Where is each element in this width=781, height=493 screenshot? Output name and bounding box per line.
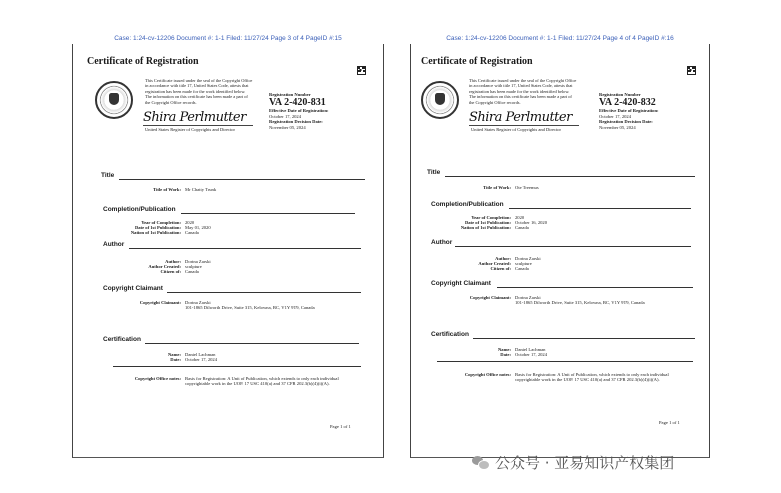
year-completion-value: 2020	[515, 215, 525, 220]
nation-label: Nation of 1st Publication:	[460, 225, 511, 230]
citizen-row	[113, 269, 199, 274]
title-of-work-value: Ote Treemus	[515, 185, 539, 190]
copyright-office-seal-icon	[421, 81, 459, 119]
section-rule	[509, 208, 691, 209]
office-notes-label: Copyright Office notes:	[134, 376, 181, 381]
section-rule	[445, 176, 695, 177]
year-completion-label: Year of Completion:	[471, 215, 511, 220]
registration-number-label: Registration Number	[599, 92, 641, 97]
section-rule	[145, 343, 359, 344]
effective-date-label: Effective Date of Registration:	[599, 108, 659, 114]
effective-date-label: Effective Date of Registration:	[269, 108, 329, 114]
registration-block	[269, 92, 369, 130]
office-notes-label: Copyright Office notes:	[464, 372, 511, 377]
page-number: Page 1 of 1	[659, 420, 680, 425]
section-claimant: Copyright Claimant	[103, 285, 163, 292]
effective-date: October 17, 2024	[599, 113, 632, 119]
title-of-work-label: Title of Work:	[153, 187, 181, 192]
registration-block	[599, 92, 699, 130]
qr-code-icon	[357, 66, 366, 75]
registration-number: VA 2-420-832	[599, 97, 656, 109]
certificate-page-1	[72, 35, 384, 458]
office-notes-value: Basis for Registration: A Unit of Publication, which extends to only each individual copyrightable work in the UOP. 17 USC 410(a) and 37 CFR 202.3(b)(4)(i)(A).	[515, 372, 669, 383]
section-author: Author	[431, 239, 453, 246]
name-value: Daniel Lachman	[515, 347, 546, 352]
wechat-icon	[472, 456, 489, 470]
author-label: Author:	[495, 256, 511, 261]
register-title: United States Register of Copyrights and Director	[471, 127, 561, 132]
certificate-intro: This Certificate issued under the seal of the Copyright Office in accordance with title 17, United States Code, attests that registration has been made for the work identified below. The information on this certificate has been made a part of the Copyright Office records.	[145, 78, 253, 105]
date-label: Date:	[170, 357, 181, 362]
signature-line	[143, 125, 253, 126]
year-completion-value: 2020	[185, 220, 195, 225]
citizen-value: Canada	[185, 269, 199, 274]
nation-row	[437, 225, 529, 230]
name-value: Daniel Lachman	[185, 352, 216, 357]
section-rule	[119, 179, 365, 180]
date-value: October 17, 2024	[185, 357, 218, 362]
year-completion-label: Year of Completion:	[141, 220, 181, 225]
author-created-value: sculpture	[515, 261, 532, 266]
section-rule	[113, 366, 361, 367]
section-completion: Completion/Publication	[103, 206, 176, 213]
section-rule	[455, 246, 691, 247]
section-claimant: Copyright Claimant	[431, 280, 491, 287]
decision-date: November 05, 2024	[599, 124, 636, 130]
register-signature: Shira Perlmutter	[469, 110, 572, 125]
date-label: Date:	[500, 352, 511, 357]
claimant-value: Dorina Zarski	[185, 300, 211, 305]
claimant-label: Copyright Claimant:	[469, 295, 511, 300]
office-notes-row	[437, 372, 701, 383]
section-title: Title	[427, 169, 441, 176]
registration-number: VA 2-420-831	[269, 97, 326, 109]
author-value: Dorina Zarski	[515, 256, 541, 261]
copyright-office-seal-icon	[95, 81, 133, 119]
title-of-work-row	[113, 187, 216, 192]
claimant-address: 101-1865 Dilworth Drive, Suite 315, Kelowna, BC, V1Y 9T9, Canada	[185, 305, 315, 310]
decision-date-label: Registration Decision Date:	[599, 119, 653, 125]
nation-value: Canada	[185, 230, 199, 235]
section-certification: Certification	[431, 331, 469, 338]
author-value: Dorina Zarski	[185, 259, 211, 264]
certificate-page-2	[410, 35, 710, 458]
wechat-account-footer	[472, 452, 674, 473]
registration-number-label: Registration Number	[269, 92, 311, 97]
signature-line	[469, 125, 579, 126]
section-rule	[437, 361, 693, 362]
claimant-value: Dorina Zarski	[515, 295, 541, 300]
nation-label: Nation of 1st Publication:	[130, 230, 181, 235]
author-created-label: Author Created:	[148, 264, 181, 269]
office-notes-value: Basis for Registration: A Unit of Publication, which extends to only each individual copyrightable work in the UOP. 17 USC 410(a) and 37 CFR 202.3(b)(4)(i)(A).	[185, 376, 339, 387]
citizen-label: Citizen of:	[160, 269, 181, 274]
page-number: Page 1 of 1	[330, 424, 351, 429]
section-title: Title	[101, 172, 115, 179]
section-rule	[167, 292, 361, 293]
office-notes-row	[113, 376, 373, 387]
section-author: Author	[103, 241, 125, 248]
section-rule	[473, 338, 695, 339]
certificate-title: Certificate of Registration	[421, 56, 533, 67]
name-label: Name:	[167, 352, 181, 357]
first-publication-value: October 16, 2020	[515, 220, 548, 225]
citizen-row	[437, 266, 529, 271]
decision-date-label: Registration Decision Date:	[269, 119, 323, 125]
first-publication-label: Date of 1st Publication:	[134, 225, 181, 230]
court-header: Case: 1:24-cv-12206 Document #: 1-1 Filed: 11/27/24 Page 3 of 4 PageID #:15	[114, 35, 342, 42]
qr-code-icon	[687, 66, 696, 75]
footer-text: 公众号 · 亚易知识产权集团	[495, 454, 675, 472]
title-of-work-label: Title of Work:	[483, 185, 511, 190]
title-of-work-row	[437, 185, 539, 190]
section-completion: Completion/Publication	[431, 201, 504, 208]
citizen-value: Canada	[515, 266, 529, 271]
date-row	[437, 352, 547, 357]
first-publication-value: May 01, 2020	[185, 225, 211, 230]
decision-date: November 05, 2024	[269, 124, 306, 130]
certificate-title: Certificate of Registration	[87, 56, 199, 67]
section-rule	[497, 287, 693, 288]
citizen-label: Citizen of:	[490, 266, 511, 271]
section-rule	[129, 248, 361, 249]
register-signature: Shira Perlmutter	[143, 110, 246, 125]
title-of-work-value: Mr Chatty Trunk	[185, 187, 217, 192]
author-created-label: Author Created:	[478, 261, 511, 266]
certificate-intro: This Certificate issued under the seal of the Copyright Office in accordance with title 17, United States Code, attests that registration has been made for the work identified below. The information on this certificate has been made a part of the Copyright Office records.	[469, 78, 577, 105]
nation-value: Canada	[515, 225, 529, 230]
nation-row	[113, 230, 199, 235]
date-row	[113, 357, 217, 362]
section-certification: Certification	[103, 336, 141, 343]
name-label: Name:	[497, 347, 511, 352]
section-rule	[181, 213, 355, 214]
author-created-value: sculpture	[185, 264, 202, 269]
claimant-address: 101-1865 Dilworth Drive, Suite 315, Kelowna, BC, V1Y 9T9, Canada	[515, 300, 645, 305]
register-title: United States Register of Copyrights and Director	[145, 127, 235, 132]
date-value: October 17, 2024	[515, 352, 548, 357]
claimant-label: Copyright Claimant:	[139, 300, 181, 305]
author-label: Author:	[165, 259, 181, 264]
court-header: Case: 1:24-cv-12206 Document #: 1-1 Filed: 11/27/24 Page 4 of 4 PageID #:16	[446, 35, 674, 42]
effective-date: October 17, 2024	[269, 113, 302, 119]
first-publication-label: Date of 1st Publication:	[464, 220, 511, 225]
